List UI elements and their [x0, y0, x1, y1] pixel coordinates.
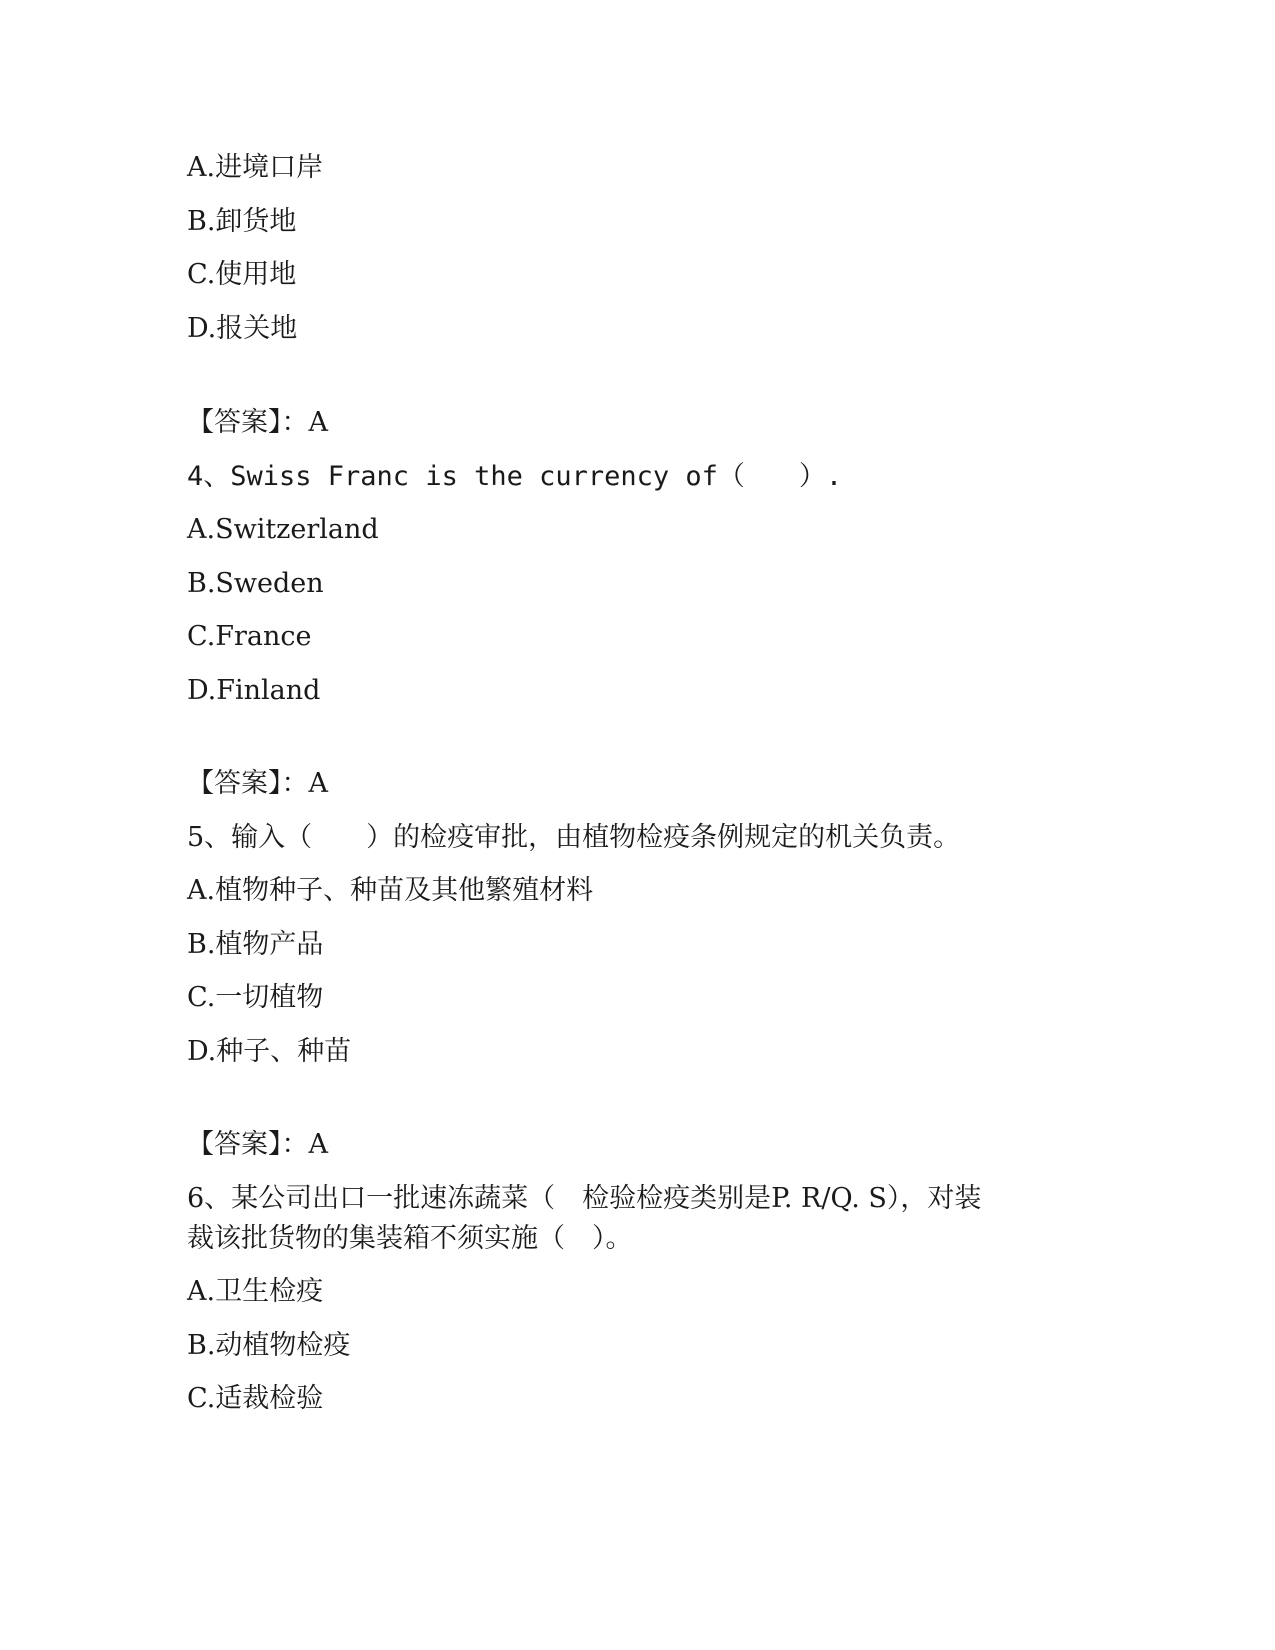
q5-option-c: C.一切植物	[187, 982, 324, 1013]
q4-option-b: B.Sweden	[187, 568, 324, 599]
q6-option-c: C.适裁检验	[187, 1383, 324, 1414]
q3-option-a: A.进境口岸	[187, 152, 324, 183]
q4-option-c: C.France	[187, 621, 312, 652]
q6-question-stem-line2: 裁该批货物的集装箱不须实施（ ）。	[187, 1223, 633, 1254]
q4-option-d: D.Finland	[187, 675, 321, 706]
q6-option-a: A.卫生检疫	[187, 1276, 324, 1307]
q4-answer: 【答案】：A	[187, 768, 328, 799]
q5-question-stem: 5、输入（ ）的检疫审批，由植物检疫条例规定的机关负责。	[187, 822, 961, 853]
q4-option-a: A.Switzerland	[187, 514, 379, 545]
q5-answer: 【答案】：A	[187, 1129, 328, 1160]
q3-option-d: D.报关地	[187, 313, 298, 344]
q6-option-b: B.动植物检疫	[187, 1330, 351, 1361]
q5-option-b: B.植物产品	[187, 929, 324, 960]
q5-option-d: D.种子、种苗	[187, 1036, 352, 1067]
q3-answer: 【答案】：A	[187, 407, 328, 438]
q3-option-b: B.卸货地	[187, 206, 297, 237]
q6-question-stem-line1: 6、某公司出口一批速冻蔬菜（ 检验检疫类别是P. R/Q. S），对装	[187, 1183, 982, 1214]
q4-question-stem: 4、Swiss Franc is the currency of（ ）.	[187, 461, 843, 492]
q3-option-c: C.使用地	[187, 259, 297, 290]
q5-option-a: A.植物种子、种苗及其他繁殖材料	[187, 875, 594, 906]
